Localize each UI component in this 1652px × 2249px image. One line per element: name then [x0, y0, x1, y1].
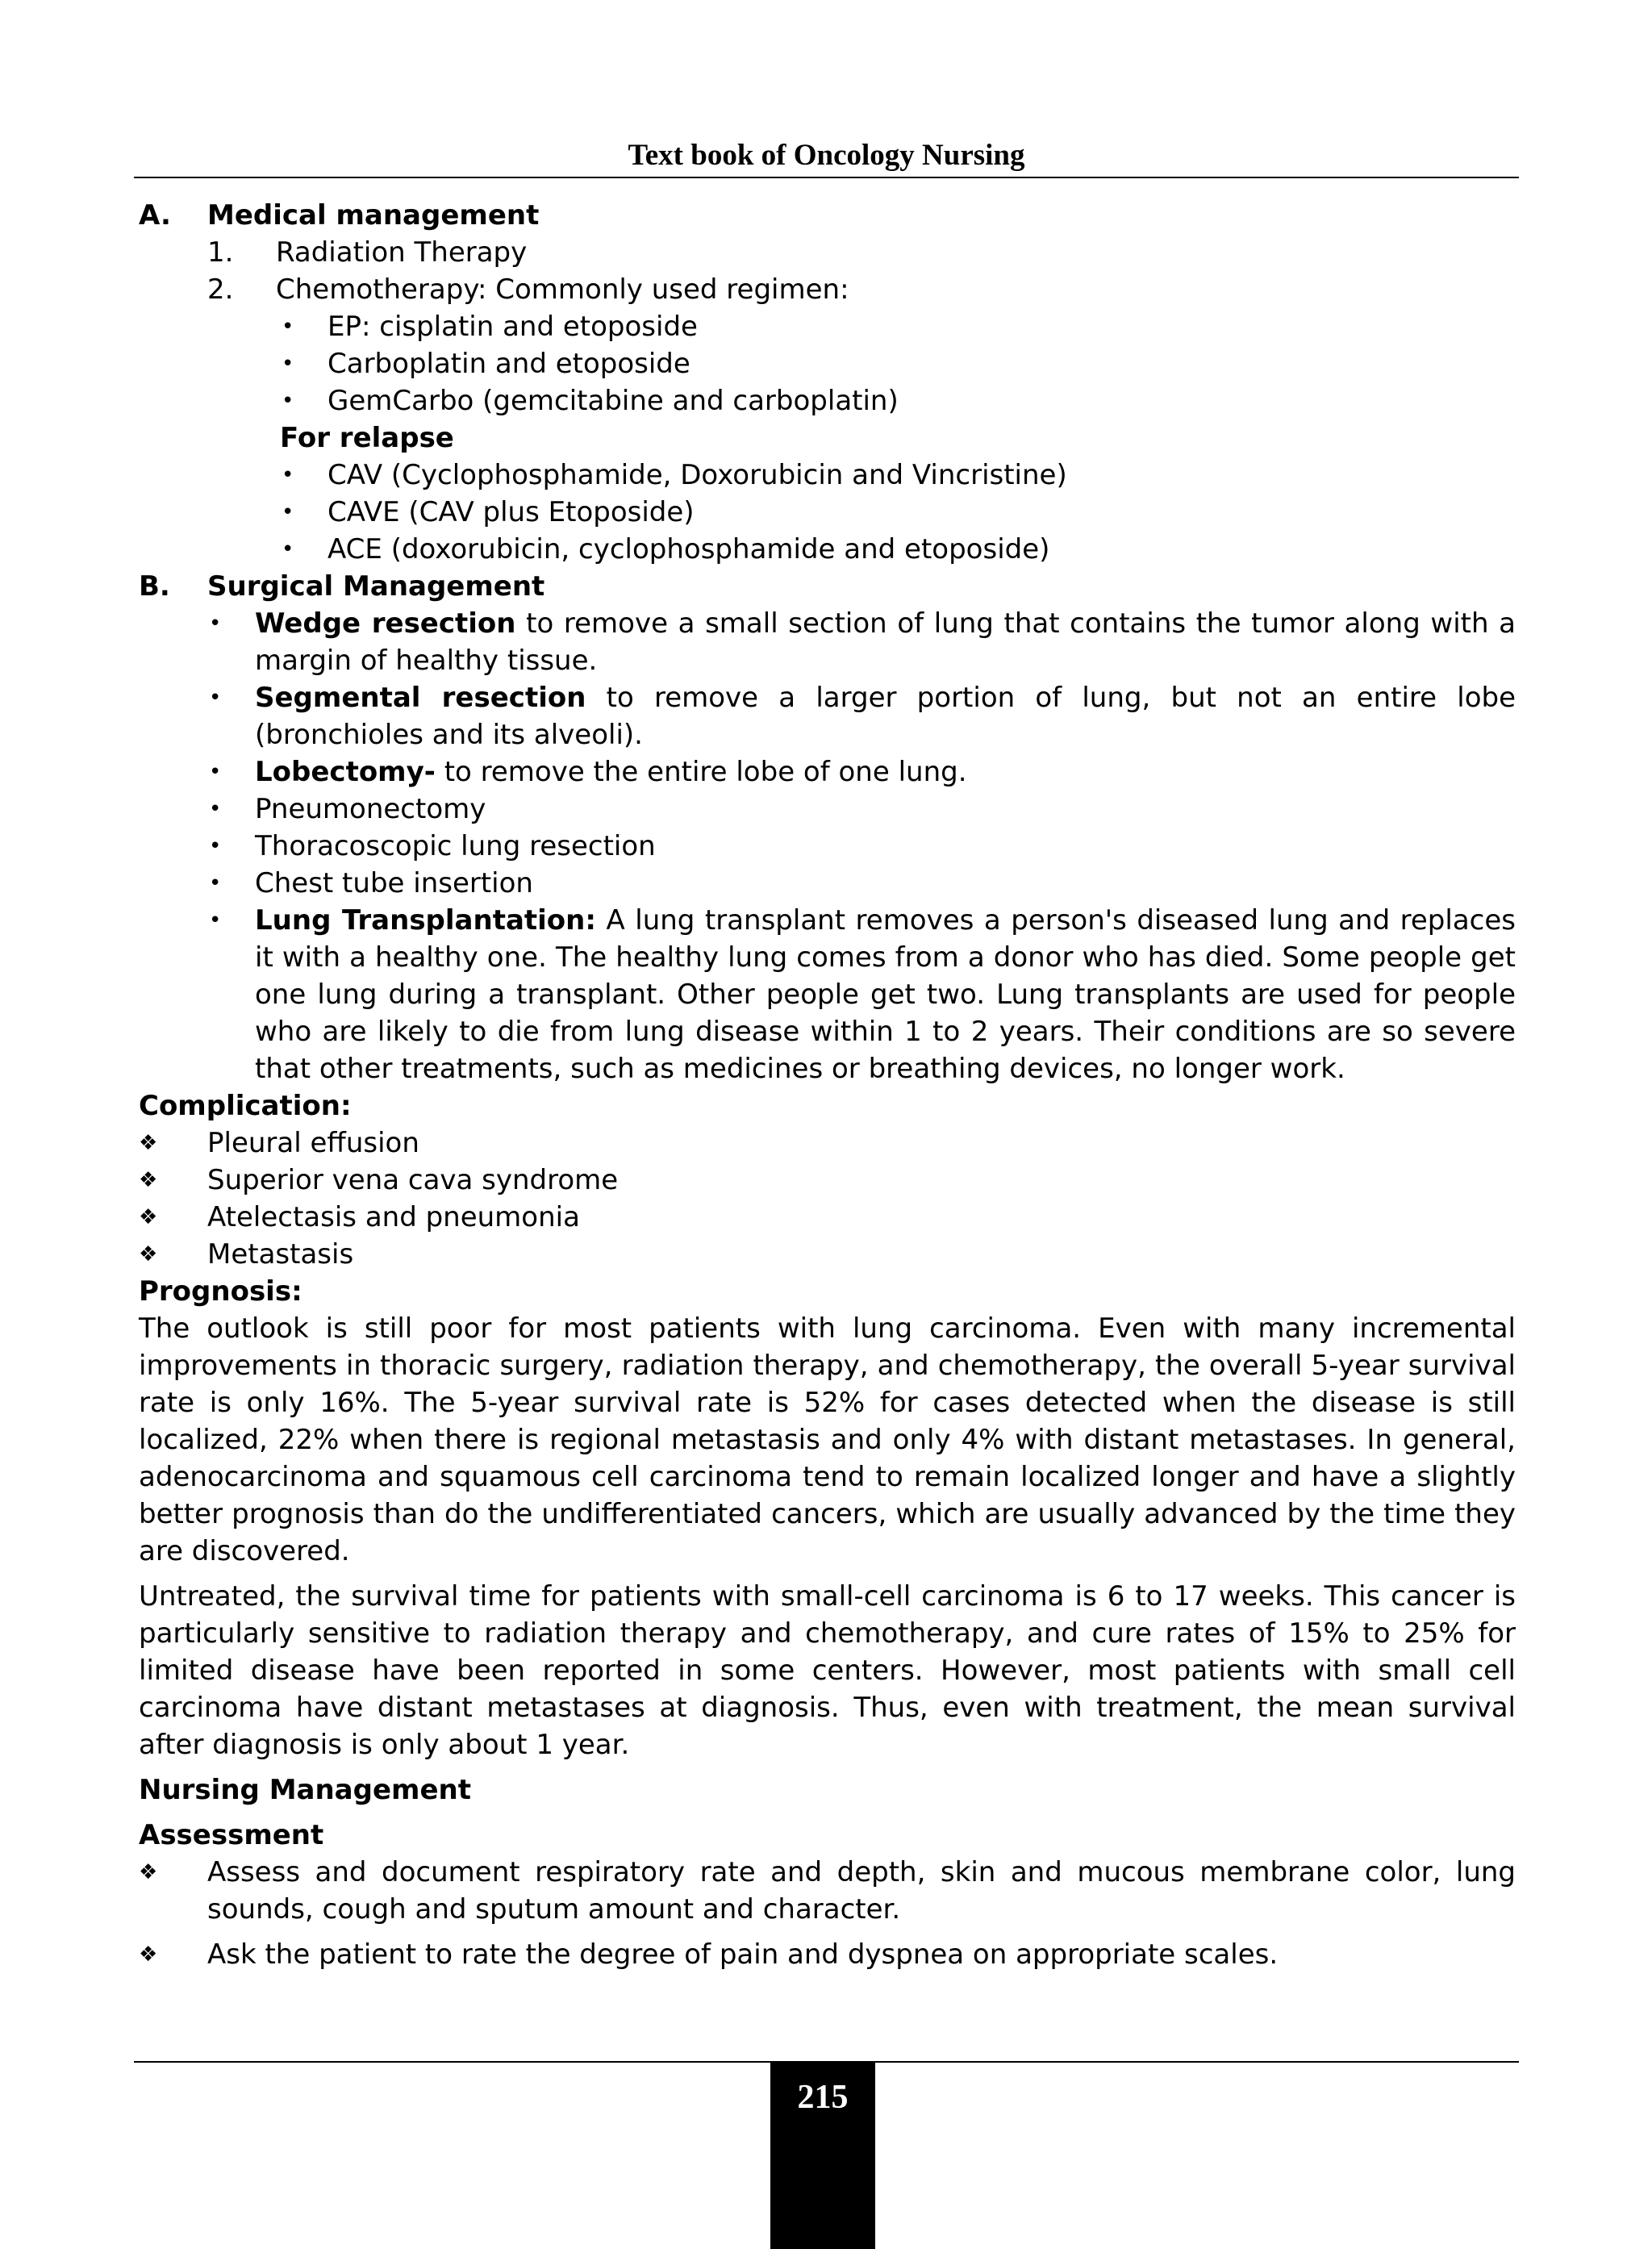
- diamond-bullet-icon: ❖: [139, 1168, 158, 1192]
- page-number-box: [770, 2063, 875, 2249]
- section-b-title: Surgical Management: [207, 570, 545, 603]
- bullet-icon: •: [209, 797, 222, 821]
- list-item: • Chest tube insertion: [207, 865, 1516, 902]
- bullet-icon: •: [209, 871, 222, 895]
- list-item: ❖ Assess and document respiratory rate and depth, skin and mucous membrane color, lung sounds, cough and sputum amount and character.: [139, 1854, 1516, 1928]
- complication-title: Complication:: [139, 1090, 352, 1122]
- diamond-bullet-icon: ❖: [139, 1131, 158, 1155]
- list-item: ❖ Ask the patient to rate the degree of pain and dyspnea on appropriate scales.: [139, 1936, 1516, 1973]
- assessment-title: Assessment: [139, 1819, 324, 1851]
- list-item: • ACE (doxorubicin, cyclophosphamide and etoposide): [280, 531, 1516, 568]
- surgical-list: [139, 605, 1516, 1087]
- complication-list: [139, 1124, 1516, 1273]
- bullet-icon: •: [209, 686, 222, 710]
- header-rule: [134, 177, 1519, 178]
- list-item: 2. Chemotherapy: Commonly used regimen:: [207, 273, 849, 306]
- regimen-list: [139, 308, 1516, 568]
- page-number: 215: [797, 2079, 849, 2116]
- bullet-icon: •: [282, 389, 294, 413]
- list-item: • CAVE (CAV plus Etoposide): [280, 494, 1516, 531]
- list-item: • CAV (Cyclophosphamide, Doxorubicin and Vincristine): [280, 457, 1516, 494]
- section-b-label: B.: [139, 570, 170, 603]
- list-item: • Lobectomy- to remove the entire lobe of one lung.: [207, 753, 1516, 791]
- running-header: Text book of Oncology Nursing: [628, 139, 1025, 172]
- diamond-bullet-icon: ❖: [139, 1205, 158, 1229]
- bullet-icon: •: [282, 352, 294, 376]
- list-item: ❖ Superior vena cava syndrome: [139, 1162, 1516, 1199]
- bullet-icon: •: [282, 463, 294, 487]
- relapse-title: For relapse: [280, 422, 454, 454]
- section-a-label: A.: [139, 199, 171, 232]
- bullet-icon: •: [282, 537, 294, 561]
- bullet-icon: •: [282, 500, 294, 524]
- section-b-heading: [139, 568, 1516, 605]
- diamond-bullet-icon: ❖: [139, 1942, 158, 1967]
- list-item: • Wedge resection to remove a small section of lung that contains the tumor along with a margin of healthy tissue.: [207, 605, 1516, 679]
- list-item: 1. Radiation Therapy: [207, 236, 528, 269]
- bullet-icon: •: [209, 908, 222, 933]
- list-item: • Lung Transplantation: A lung transplant removes a person's diseased lung and replaces it with a healthy one. The healthy lung comes from a donor who has died. Some people get one lung during a transplant. Other people get two. Lung transplants are used for people who are likely to die from lung disease within 1 to 2 years. Their conditions are so severe that other treatments, such as medicines or breathing devices, no longer work.: [207, 902, 1516, 1087]
- nursing-title: Nursing Management: [139, 1774, 471, 1806]
- assessment-list: [139, 1854, 1516, 1973]
- list-item: • Pneumonectomy: [207, 791, 1516, 828]
- list-item: • Carboplatin and etoposide: [280, 345, 1516, 382]
- bullet-icon: •: [209, 760, 222, 784]
- list-item: ❖ Pleural effusion: [139, 1124, 1516, 1162]
- list-item: • EP: cisplatin and etoposide: [280, 308, 1516, 345]
- bullet-icon: •: [209, 834, 222, 858]
- bullet-icon: •: [209, 611, 222, 636]
- list-item: • Thoracoscopic lung resection: [207, 828, 1516, 865]
- prognosis-paragraph-2: Untreated, the survival time for patients with small-cell carcinoma is 6 to 17 weeks. This cancer is particularly sensitive to radiation therapy and chemotherapy, and cure rates of 15% to 25% for limited disease have been reported in some centers. However, most patients with small cell carcinoma have distant metastases at diagnosis. Thus, even with treatment, the mean survival after diagnosis is only about 1 year.: [139, 1580, 1516, 1761]
- diamond-bullet-icon: ❖: [139, 1242, 158, 1266]
- list-item: ❖ Metastasis: [139, 1236, 1516, 1273]
- diamond-bullet-icon: ❖: [139, 1860, 158, 1884]
- section-a-heading: [139, 197, 1516, 234]
- section-a-title: Medical management: [207, 199, 540, 232]
- bullet-icon: •: [282, 315, 294, 339]
- prognosis-title: Prognosis:: [139, 1275, 302, 1308]
- list-item: ❖ Atelectasis and pneumonia: [139, 1199, 1516, 1236]
- list-item: • GemCarbo (gemcitabine and carboplatin): [280, 382, 1516, 419]
- page-content: [139, 197, 1516, 1973]
- prognosis-paragraph-1: The outlook is still poor for most patients with lung carcinoma. Even with many incremental improvements in thoracic surgery, radiation therapy, and chemotherapy, the overall 5-year survival rate is only 16%. The 5-year survival rate is 52% for cases detected when the disease is still localized, 22% when there is regional metastasis and only 4% with distant metastases. In general, adenocarcinoma and squamous cell carcinoma tend to remain localized longer and have a slightly better prognosis than do the undifferentiated cancers, which are usually advanced by the time they are discovered.: [139, 1312, 1516, 1567]
- list-item: • Segmental resection to remove a larger portion of lung, but not an entire lobe (bronchioles and its alveoli).: [207, 679, 1516, 753]
